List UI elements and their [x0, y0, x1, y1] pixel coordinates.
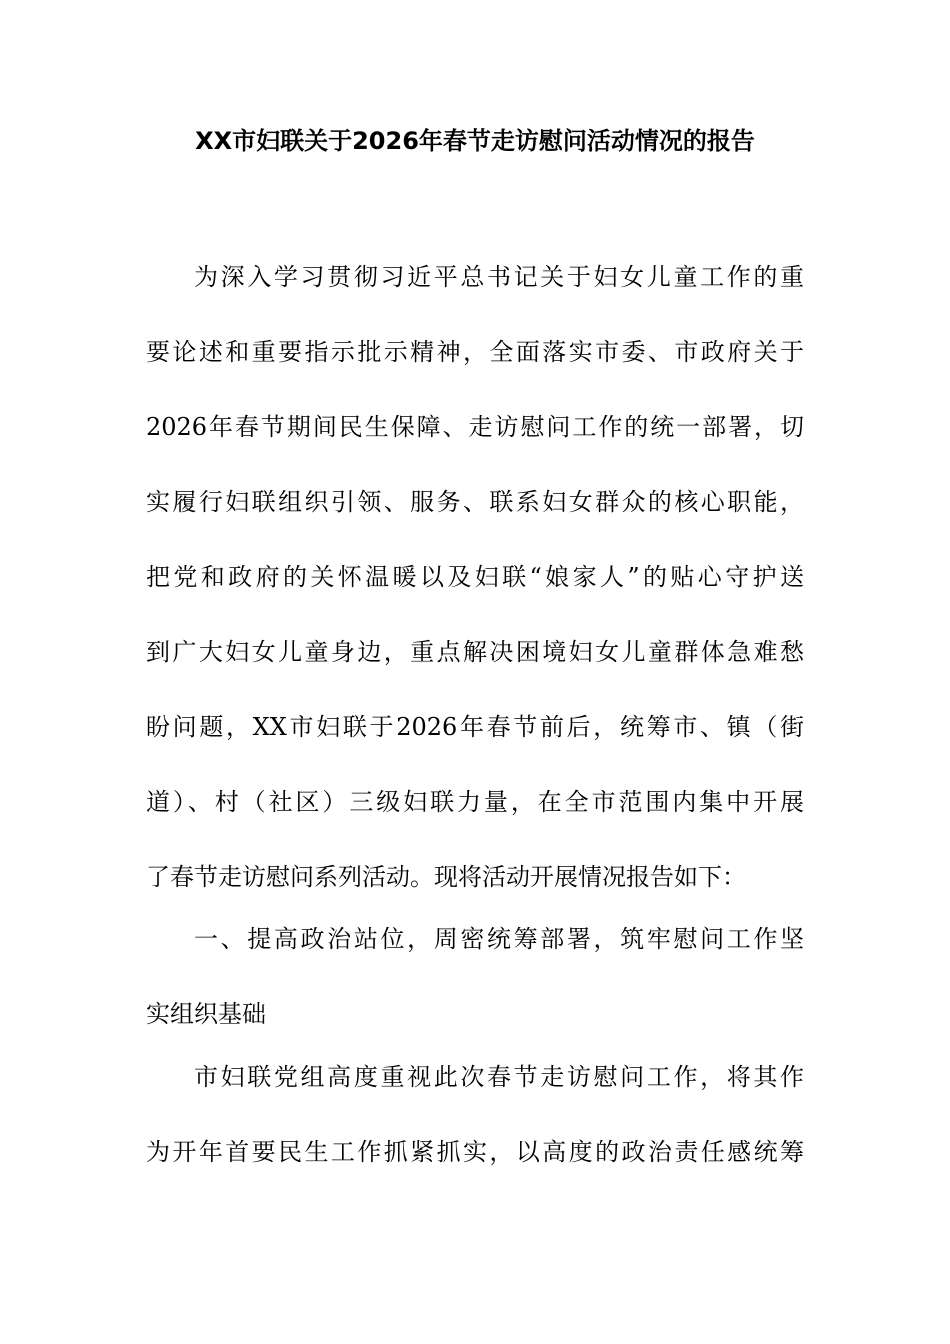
paragraph-line: 把党和政府的关怀温暖以及妇联“娘家人”的贴心守护送 — [146, 563, 804, 591]
document-title: XX市妇联关于2026年春节走访慰问活动情况的报告 — [195, 127, 755, 155]
paragraph-line: 到广大妇女儿童身边，重点解决困境妇女儿童群体急难愁 — [146, 638, 804, 666]
paragraph-line: 为开年首要民生工作抓紧抓实，以高度的政治责任感统筹 — [146, 1138, 804, 1166]
paragraph-line: 要论述和重要指示批示精神，全面落实市委、市政府关于 — [146, 338, 804, 366]
heading-line: 一、提高政治站位，周密统筹部署，筑牢慰问工作坚 — [194, 925, 804, 953]
paragraph-line: 盼问题，XX市妇联于2026年春节前后，统筹市、镇（街 — [146, 713, 804, 741]
paragraph-line: 市妇联党组高度重视此次春节走访慰问工作，将其作 — [194, 1063, 804, 1091]
paragraph-line: 实履行妇联组织引领、服务、联系妇女群众的核心职能， — [146, 488, 804, 516]
heading-line: 实组织基础 — [146, 1000, 266, 1028]
paragraph-line: 道）、村（社区）三级妇联力量，在全市范围内集中开展 — [146, 788, 804, 816]
paragraph-line: 了春节走访慰问系列活动。现将活动开展情况报告如下： — [146, 863, 746, 891]
paragraph-line: 2026年春节期间民生保障、走访慰问工作的统一部署，切 — [146, 413, 804, 441]
paragraph-line: 为深入学习贯彻习近平总书记关于妇女儿童工作的重 — [194, 263, 804, 291]
